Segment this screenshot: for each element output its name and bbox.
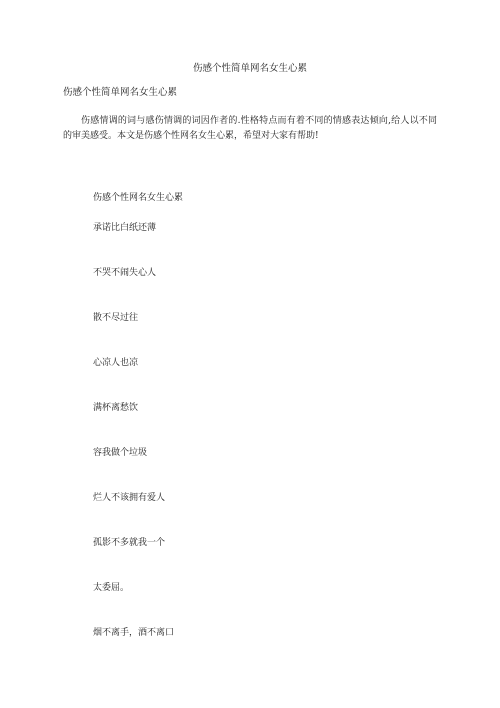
document-title: 伤感个性简单网名女生心累 (192, 63, 307, 74)
intro-paragraph: 伤感情调的词与感伤情调的词因作者的.性格特点而有着不同的情感表达倾向,给人以不同的审美感受。本文是伤感个性网名女生心累，希望对大家有帮助! (63, 116, 437, 141)
document-subtitle: 伤感个性简单网名女生心累 (63, 87, 178, 98)
nickname-line: 烂人不该拥有爱人 (93, 493, 166, 503)
nickname-line: 烟不离手，酒不离口 (93, 628, 175, 638)
nickname-line: 太委屈。 (93, 583, 130, 593)
nickname-line: 不哭不闹失心人 (93, 268, 157, 278)
nickname-line: 容我做个垃圾 (93, 448, 148, 458)
nickname-line: 承诺比白纸还薄 (93, 223, 157, 233)
section-heading: 伤感个性网名女生心累 (93, 193, 184, 203)
nickname-line: 散不尽过往 (93, 313, 139, 323)
nickname-line: 满杯离愁饮 (93, 403, 139, 413)
nickname-line: 孤影不多就我一个 (93, 538, 166, 548)
nickname-line: 心凉人也凉 (93, 358, 139, 368)
